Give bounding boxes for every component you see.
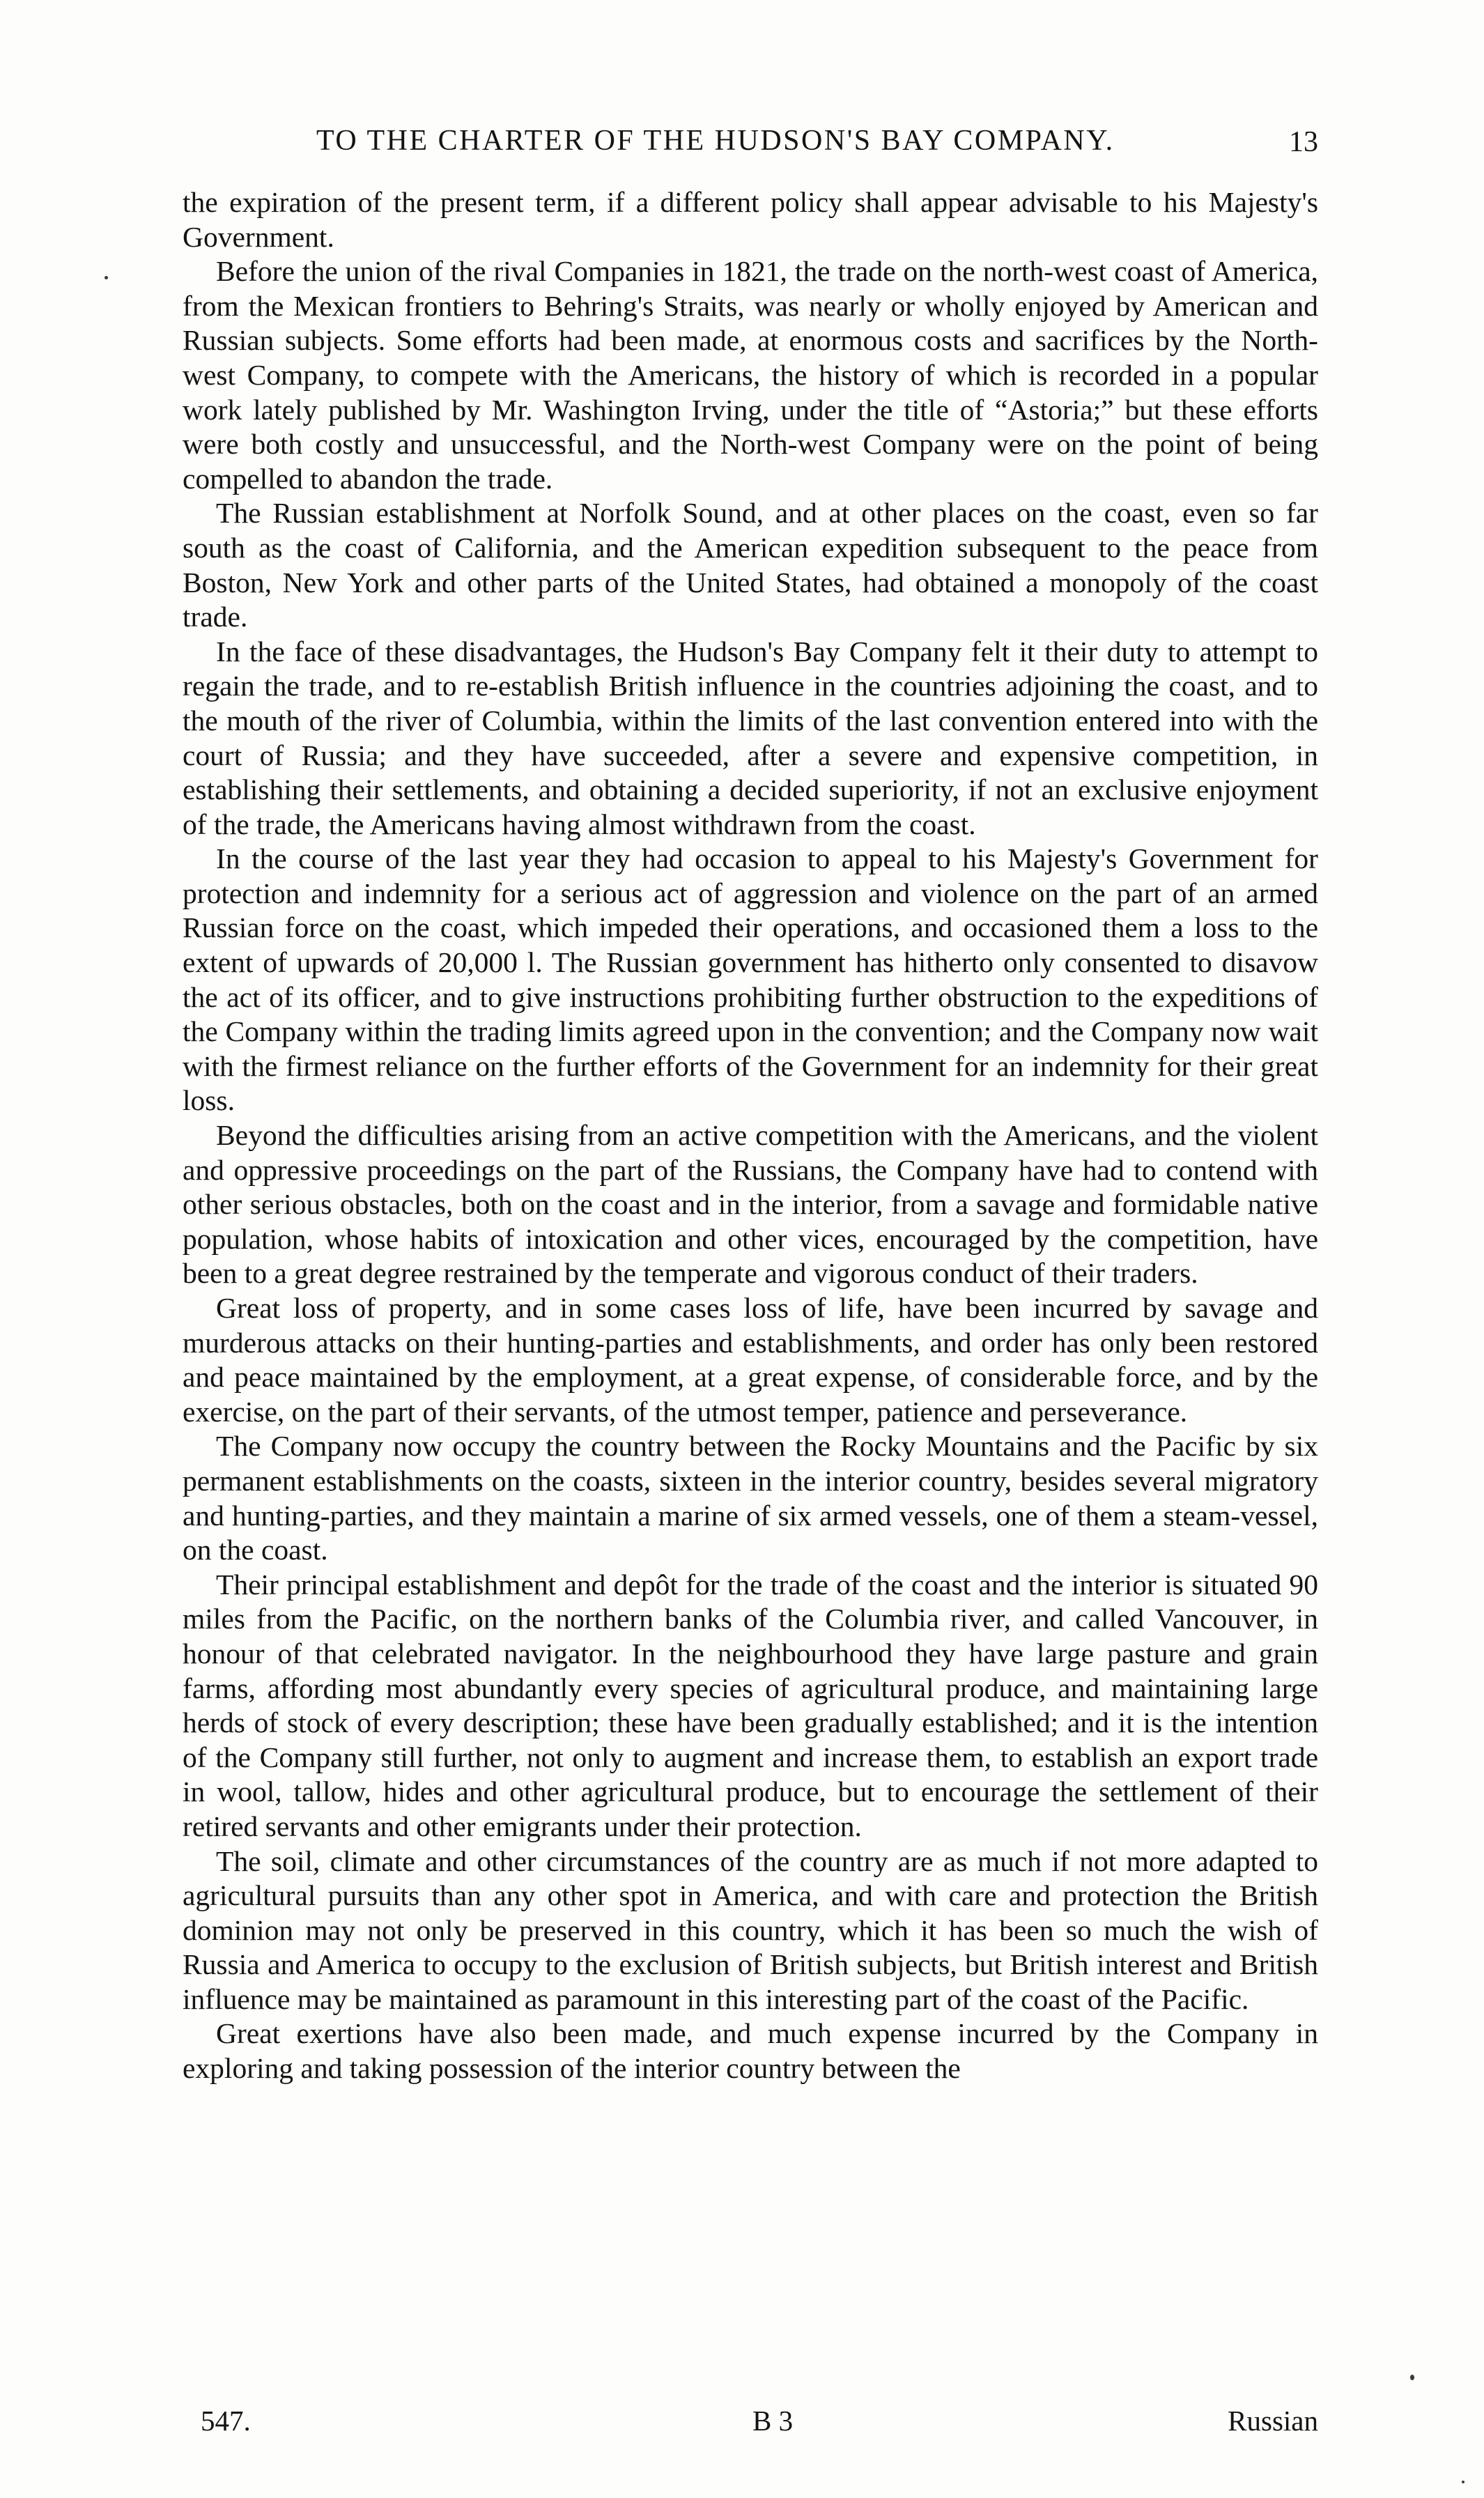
paragraph: In the course of the last year they had occasion to appeal to his Majesty's Government for protection and indemnity for a serious act of aggression and violence on the part of an armed Russian force on the coast, which impeded their operations, and occasioned them a loss to the extent of upwards of 20,000 l. The Russian government has hitherto only consented to disavow the act of its officer, and to give instructions prohibiting further obstruction to the expeditions of the Company within the trading limits agreed upon in the convention; and the Company now wait with the firmest reliance on the further efforts of the Government for an indemnity for their great loss. <box>183 842 1318 1117</box>
signature-number: 547. <box>201 2405 251 2437</box>
paragraph: The Russian establishment at Norfolk Sound, and at other places on the coast, even so far south as the coast of California, and the American expedition subsequent to the peace from Boston, New York and other parts of the United States, had obtained a monopoly of the coast trade. <box>183 497 1318 633</box>
page-number: 13 <box>1289 126 1318 158</box>
body-text <box>183 185 1318 2086</box>
catchword: Russian <box>1228 2405 1318 2437</box>
running-title: TO THE CHARTER OF THE HUDSON'S BAY COMPANY. <box>316 125 1115 157</box>
running-head <box>183 124 1318 166</box>
scan-speck <box>105 276 108 279</box>
scan-speck <box>1410 2375 1414 2380</box>
paragraph: Before the union of the rival Companies in 1821, the trade on the north-west coast of America, from the Mexican frontiers to Behring's Straits, was nearly or wholly enjoyed by American and Russian subjects. Some efforts had been made, at enormous costs and sacrifices by the North-west Company, to compete with the Americans, the history of which is recorded in a popular work lately published by Mr. Washington Irving, under the title of “Astoria;” but these efforts were both costly and unsuccessful, and the North-west Company were on the point of being compelled to abandon the trade. <box>183 255 1318 495</box>
paragraph: Their principal establishment and depôt for the trade of the coast and the interior is situated 90 miles from the Pacific, on the northern banks of the Columbia river, and called Vancouver, in honour of that celebrated navigator. In the neighbourhood they have large pasture and grain farms, affording most abundantly every species of agricultural produce, and maintaining large herds of stock of every description; these have been gradually established; and it is the intention of the Company still further, not only to augment and increase them, to establish an export trade in wool, tallow, hides and other agricultural produce, but to encourage the settlement of their retired servants and other emigrants under their protection. <box>183 1568 1318 1842</box>
paragraph: The soil, climate and other circumstances of the country are as much if not more adapted to agricultural pursuits than any other spot in America, and with care and protection the British dominion may not only be preserved in this country, which it has been so much the wish of Russia and America to occupy to the exclusion of British subjects, but British interest and British influence may be maintained as paramount in this interesting part of the coast of the Pacific. <box>183 1844 1318 2015</box>
paragraph: In the face of these disadvantages, the Hudson's Bay Company felt it their duty to attempt to regain the trade, and to re-establish British influence in the countries adjoining the coast, and to the mouth of the river of Columbia, within the limits of the last convention entered into with the court of Russia; and they have succeeded, after a severe and expensive competition, in establishing their settlements, and obtaining a decided superiority, if not an exclusive enjoyment of the trade, the Americans having almost withdrawn from the coast. <box>183 635 1318 840</box>
paragraph: The Company now occupy the country between the Rocky Mountains and the Pacific by six permanent establishments on the coasts, sixteen in the interior country, besides several migratory and hunting-parties, and they maintain a marine of six armed vessels, one of them a steam-vessel, on the coast. <box>183 1430 1318 1566</box>
scan-speck <box>1462 2481 1464 2483</box>
paragraph: Great loss of property, and in some cases loss of life, have been incurred by savage and murderous attacks on their hunting-parties and establishments, and order has only been restored and peace maintained by the employment, at a great expense, of considerable force, and by the exercise, on the part of their servants, of the utmost temper, patience and perseverance. <box>183 1292 1318 1428</box>
signature-mark: B 3 <box>752 2405 794 2437</box>
paragraph: Great exertions have also been made, and much expense incurred by the Company in exploring and taking possession of the interior country between the <box>183 2017 1318 2085</box>
page-footer <box>183 2404 1318 2443</box>
paragraph: the expiration of the present term, if a different policy shall appear advisable to his Majesty's Government. <box>183 186 1318 253</box>
paragraph: Beyond the difficulties arising from an active competition with the Americans, and the violent and oppressive proceedings on the part of the Russians, the Company have had to contend with other serious obstacles, both on the coast and in the interior, from a savage and formidable native population, whose habits of intoxication and other vices, encouraged by the competition, have been to a great degree restrained by the temperate and vigorous conduct of their traders. <box>183 1119 1318 1290</box>
